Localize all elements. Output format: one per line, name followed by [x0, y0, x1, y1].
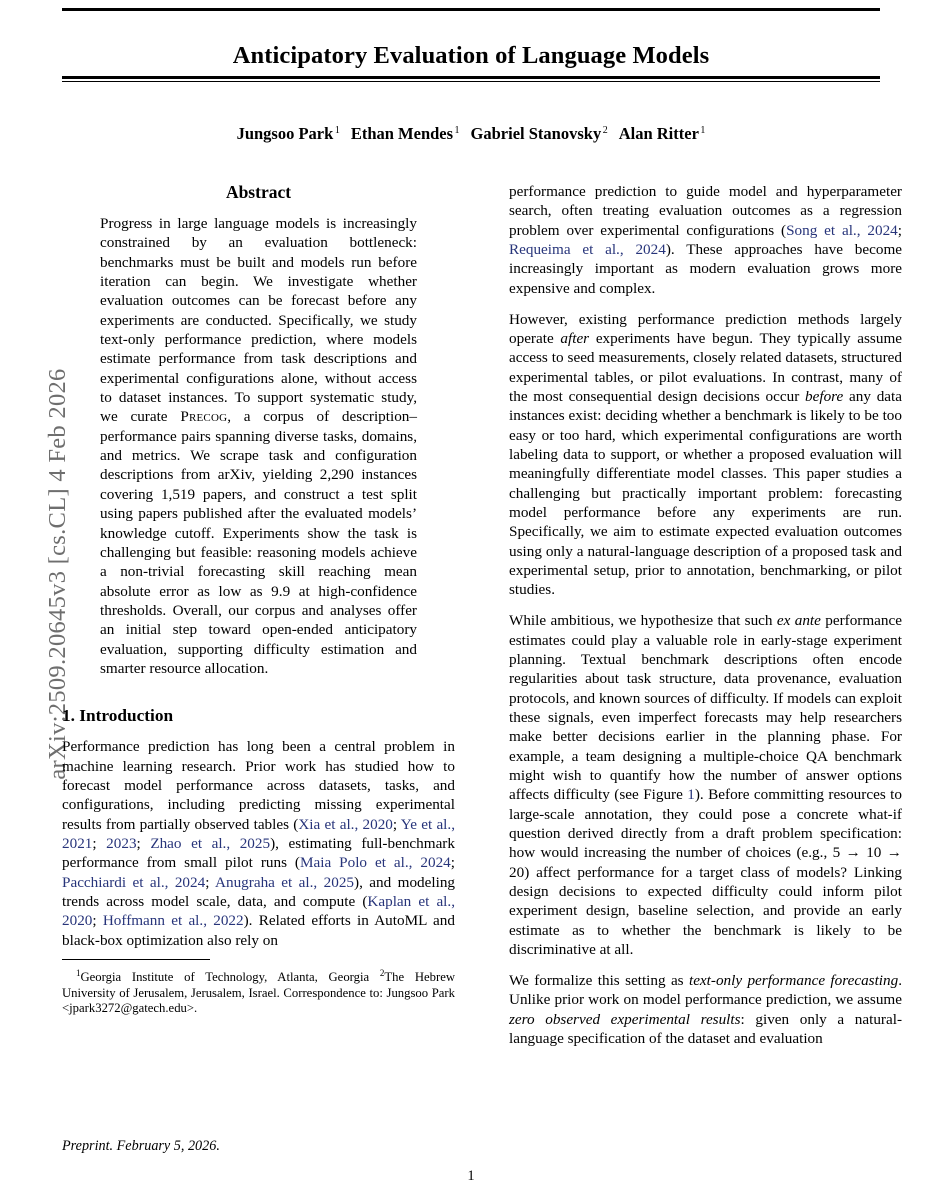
page-number: 1	[467, 1168, 475, 1184]
citation-link[interactable]: Kaplan et al., 2020	[62, 893, 455, 930]
citation-link[interactable]: 1	[687, 786, 695, 804]
body-run: experiments have begun. They typically assume access to seed measurements, closely related datasets, structured experimental tables, or pilot evaluations. In contrast, many of the most consequential design decisions occur	[509, 329, 902, 405]
body-run: ;	[897, 221, 902, 239]
emphasis-text: before	[805, 387, 844, 405]
footnote-run: Georgia Institute of Technology, Atlanta, Georgia	[80, 970, 380, 985]
affiliation-marker: 1	[76, 968, 81, 979]
corpus-name: Precog	[180, 408, 228, 426]
citation-link[interactable]: Maia Polo et al., 2024	[300, 854, 451, 872]
footnote-run: The Hebrew University of Jerusalem, Jerusalem, Israel. Correspondence to: Jungsoo Park <jpark3272@gatech.edu>.	[62, 970, 455, 1016]
body-run: performance estimates could play a valuable role in early-stage experiment planning. Textual benchmark descriptions often encode regularities about task structure, data provenance, evaluation protocols, and known sources of difficulty. If models can exploit these signals, even imperfect forecasts may help researchers make better decisions earlier in the planning phase. For example, a team designing a multiple-choice QA benchmark might wish to quantify how the number of answer options affects difficulty (see Figure	[509, 612, 902, 804]
author-name: Ethan Mendes $^1$	[350, 124, 460, 143]
affiliation-marker: 1	[454, 124, 460, 136]
abstract-run: , a corpus of description–performance pairs spanning diverse tasks, domains, and metrics. We scrape task and configuration descriptions from arXiv, yielding 2,290 instances covering 1,519 papers, and construct a test split using papers published after the evaluated models’ knowledge cutoff. Experiments show the task is challenging but feasible: reasoning models achieve a non-trivial forecasting skill reaching mean absolute error as low as 9.9 at high-confidence thresholds. Overall, our corpus and analyses offer an initial step toward open-ended anticipatory evaluation, supporting difficulty estimation and smarter resource allocation.	[100, 408, 417, 677]
intro-run: Performance prediction has long been a central problem in machine learning research. Prior work has studied how to forecast model performance across datasets, tasks, and configurations, including predicting missing experimental results from partially observed tables (	[62, 738, 455, 833]
intro-run: ;	[450, 854, 456, 872]
emphasis-text: zero observed experimental results	[509, 1010, 741, 1028]
intro-run: ;	[92, 834, 107, 852]
header-rule-thick	[62, 76, 880, 79]
citation-link[interactable]: Song et al., 2024	[786, 221, 898, 239]
footnote-affiliations	[62, 966, 455, 1016]
citation-link[interactable]: Zhao et al., 2025	[150, 834, 271, 852]
preprint-notice: Preprint. February 5, 2026.	[62, 1138, 220, 1154]
intro-run: ;	[392, 815, 401, 833]
footnote-divider	[62, 959, 210, 960]
citation-link[interactable]: 2023	[106, 834, 137, 852]
intro-run: ;	[205, 873, 216, 891]
body-paragraph	[509, 971, 902, 1048]
body-paragraph	[62, 737, 455, 950]
column-left	[62, 182, 455, 1016]
citation-link[interactable]: Pacchiardi et al., 2024	[62, 873, 206, 891]
right-column-body	[509, 182, 902, 1048]
citation-link[interactable]: Anugraha et al., 2025	[215, 873, 355, 891]
affiliation-marker: 1	[700, 124, 706, 136]
citation-link[interactable]: Requeima et al., 2024	[509, 241, 666, 259]
body-run: However, existing performance prediction methods largely operate	[509, 310, 902, 347]
body-run: We formalize this setting as	[509, 971, 689, 989]
citation-link[interactable]: Xia et al., 2020	[298, 815, 393, 833]
intro-run: ), estimating full-benchmark performance from small pilot runs (	[62, 834, 455, 872]
body-paragraph	[509, 611, 902, 959]
emphasis-text: text-only performance forecasting	[688, 971, 899, 989]
author-name: Jungsoo Park $^1$	[236, 124, 340, 143]
body-run: ). These approaches have become increasingly important as modern evaluation grows more expensive and complex.	[509, 241, 903, 297]
emphasis-text: after	[560, 329, 590, 347]
intro-run: ), and modeling trends across model scale, data, and compute (	[62, 873, 456, 910]
arxiv-identifier-stamp: arXiv:2509.20645v3 [cs.CL] 4 Feb 2026	[44, 368, 71, 780]
emphasis-text: ex ante	[776, 612, 821, 630]
body-run: ). Before committing resources to large-scale annotation, they could pose a concrete what-if question derived directly from a draft problem specification: how would increasing the number of choices (e.g., 5 → 10 → 20) affect performance for a target class of models? Linking design decisions to expected difficulty could inform pilot experiment design, baseline selection, and provide an early estimate as to whether the benchmark is likely to be discriminative at all.	[509, 786, 902, 959]
author-name: Gabriel Stanovsky $^2$	[470, 124, 608, 143]
section-heading-introduction: 1. Introduction	[62, 706, 174, 726]
header-rule-thin	[62, 81, 880, 82]
column-right	[509, 182, 902, 1060]
intro-run: ). Related efforts in AutoML and black-box optimization also rely on	[62, 912, 455, 949]
abstract-run: Progress in large language models is increasingly constrained by an evaluation bottleneck: benchmarks must be built and models run before iteration can begin. We investigate whether evaluation outcomes can be forecast before any experiments are conducted. Specifically, we study text-only performance prediction, where models estimate performance from task descriptions and experimental configurations alone, without access to dataset instances. To support systematic study, we curate	[100, 215, 417, 426]
affiliation-marker: 1	[334, 124, 340, 136]
affiliation-marker: 2	[602, 124, 608, 136]
body-run: . Unlike prior work on model performance prediction, we assume	[509, 971, 902, 1009]
citation-link[interactable]: Ye et al., 2021	[62, 815, 455, 852]
introduction-body	[62, 737, 455, 950]
body-paragraph	[509, 310, 902, 600]
intro-run: ;	[92, 912, 103, 930]
author-name: Alan Ritter $^1$	[618, 124, 706, 143]
citation-link[interactable]: Hoffmann et al., 2022	[102, 912, 244, 930]
body-run: : given only a natural-language specification of the dataset and evaluation	[509, 1010, 903, 1047]
body-run: any data instances exist: deciding whether a benchmark is likely to be too easy or too hard, which experimental configurations are worth labeling data to support, or whether a proposed evaluation will meaningfully differentiate model classes. This paper studies a challenging but practically important problem: forecasting model performance before any experiments are run. Specifically, we aim to estimate expected evaluation outcomes using only a natural-language description of a proposed task and experimental setup, prior to annotation, benchmarking, or pilot studies.	[509, 387, 902, 599]
paper-content	[62, 0, 942, 1200]
abstract-heading: Abstract	[225, 182, 292, 202]
author-list	[62, 124, 880, 144]
intro-run: ;	[136, 834, 151, 852]
abstract-body	[62, 214, 455, 678]
affiliation-marker: 2	[379, 968, 385, 979]
body-run: While ambitious, we hypothesize that such	[509, 612, 777, 630]
body-paragraph	[509, 182, 902, 298]
header-rule-top	[62, 8, 880, 11]
body-run: performance prediction to guide model and hyperparameter search, often treating evaluation outcomes as a regression problem over experimental configurations (	[509, 183, 902, 239]
page-title: Anticipatory Evaluation of Language Models	[232, 42, 710, 70]
